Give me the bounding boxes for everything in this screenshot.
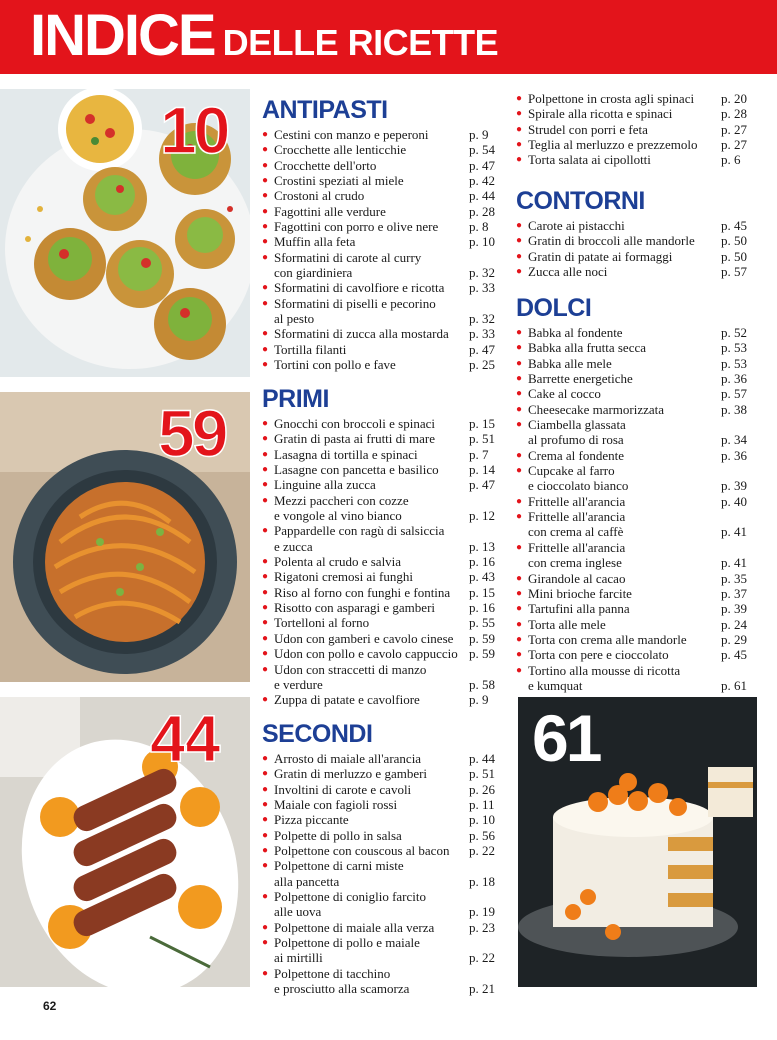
recipe-page: p. 59 [469,630,495,646]
recipe-name-continued: e prosciutto alla scamorza [274,981,410,997]
recipe-name-continued: alle uova [274,904,322,920]
recipe-name: ● Mini brioche farcite [528,585,632,601]
section-title-secondi: SECONDI [262,720,373,748]
recipe-item [516,264,757,279]
recipe-item [516,632,757,647]
header-banner [0,0,777,74]
recipe-item [516,325,757,340]
recipe-name: ● Ciambella glassata [528,417,626,433]
recipe-item [516,371,757,386]
recipe-item [262,523,505,554]
recipe-name: ● Riso al forno con funghi e fontina [274,584,451,600]
title-big: INDICE [30,3,215,68]
recipe-name: ● Polpettone con couscous al bacon [274,843,450,859]
recipe-item [262,158,505,173]
recipe-name: ● Polpettone di pollo e maiale [274,935,420,951]
recipe-name: ● Udon con straccetti di manzo [274,661,427,677]
recipe-name: ● Crema al fondente [528,447,625,463]
recipe-page: p. 53 [721,340,747,356]
recipe-page: p. 34 [721,432,747,448]
recipe-name: ● Udon con gamberi e cavolo cinese [274,630,454,646]
recipe-name: ● Tortelloni al forno [274,615,370,631]
recipe-name: ● Polenta al crudo e salvia [274,554,402,570]
recipe-page: p. 13 [469,538,495,554]
section-antipasti [262,95,505,373]
recipe-page: p. 15 [469,416,495,431]
recipe-item [262,858,505,889]
recipe-page: p. 61 [721,677,747,693]
recipe-name-continued: con crema al caffè [528,524,624,540]
recipe-page: p. 7 [469,446,489,462]
recipe-name: ● Babka al fondente [528,325,623,340]
recipe-page: p. 10 [469,812,495,828]
recipe-name-continued: con crema inglese [528,555,622,571]
recipe-item [262,889,505,920]
recipe-name: ● Pappardelle con ragù di salsiccia [274,523,445,539]
recipe-page: p. 43 [469,569,495,585]
recipe-name: ● Sformatini di piselli e pecorino [274,295,436,311]
recipe-item [516,356,757,371]
recipe-name: ● Linguine alla zucca [274,477,376,493]
recipe-name: ● Tortini con pollo e fave [274,357,396,373]
recipe-list-primi [262,416,505,708]
recipe-item [516,340,757,355]
recipe-name: ● Strudel con porri e feta [528,121,648,137]
recipe-page: p. 57 [721,264,747,280]
recipe-page: p. 39 [721,478,747,494]
recipe-name: ● Frittelle all'arancia [528,539,626,555]
recipe-item [516,417,757,448]
recipe-name: ● Polpettone di carni miste [274,858,404,874]
recipe-page: p. 24 [721,616,747,632]
recipe-name: ● Gratin di pasta ai frutti di mare [274,431,436,447]
recipe-page: p. 33 [469,280,495,296]
recipe-name-continued: al profumo di rosa [528,432,624,448]
recipe-item [516,463,757,494]
recipe-name: ● Risotto con asparagi e gamberi [274,600,436,616]
recipe-page: p. 22 [469,950,495,966]
recipe-name: ● Torta alle mele [528,616,606,632]
recipe-page: p. 57 [721,386,747,402]
title-small: DELLE RICETTE [222,22,499,63]
recipe-list-secondi [262,751,505,997]
recipe-name: ● Spirale alla ricotta e spinaci [528,106,673,122]
recipe-page: p. 32 [469,311,495,327]
recipe-item [262,188,505,203]
recipe-name: ● Zuppa di patate e cavolfiore [274,692,420,708]
photo-antipasti [0,89,250,377]
recipe-name: ● Polpettone di coniglio farcito [274,889,426,905]
recipe-name: ● Crostini speziati al miele [274,173,404,189]
recipe-item [516,218,757,233]
recipe-item [516,586,757,601]
recipe-page: p. 27 [721,121,747,137]
recipe-name: ● Cake al cocco [528,386,601,402]
recipe-page: p. 11 [469,797,495,813]
recipe-page: p. 35 [721,570,747,586]
recipe-name-continued: e cioccolato bianco [528,478,629,494]
recipe-page: p. 45 [721,647,747,663]
recipe-item [262,615,505,630]
recipe-page: p. 15 [469,584,495,600]
recipe-name-continued: ai mirtilli [274,950,323,966]
recipe-item [262,462,505,477]
recipe-page: p. 50 [721,248,747,264]
recipe-page: p. 16 [469,600,495,616]
recipe-name: ● Muffin alla feta [274,234,356,250]
recipe-item [262,554,505,569]
recipe-name: ● Gnocchi con broccoli e spinaci [274,416,435,431]
section-secondi-continued [516,91,757,168]
recipe-name: ● Crocchette alle lenticchie [274,142,407,158]
recipe-page: p. 39 [721,601,747,617]
photo-number: 59 [158,396,226,470]
recipe-page: p. 8 [469,219,489,235]
recipe-page: p. 28 [469,203,495,219]
recipe-item [262,493,505,524]
recipe-item [516,106,757,121]
recipe-page: p. 44 [469,188,495,204]
recipe-item [262,173,505,188]
recipe-page: p. 22 [469,843,495,859]
recipe-item [262,326,505,341]
recipe-item [262,127,505,142]
recipe-item [262,797,505,812]
recipe-name: ● Mezzi paccheri con cozze [274,492,409,508]
section-secondi [262,719,505,997]
recipe-page: p. 51 [469,766,495,782]
recipe-item [262,142,505,157]
recipe-name: ● Crostoni al crudo [274,188,365,204]
recipe-item [262,342,505,357]
recipe-name: ● Pizza piccante [274,812,349,828]
recipe-name: ● Girandole al cacao [528,570,626,586]
recipe-name: ● Gratin di merluzzo e gamberi [274,766,428,782]
recipe-page: p. 51 [469,431,495,447]
recipe-name: ● Polpettone di tacchino [274,965,391,981]
recipe-name: ● Babka alla frutta secca [528,340,647,356]
recipe-name: ● Lasagna di tortilla e spinaci [274,446,418,462]
recipe-page: p. 44 [469,751,495,766]
recipe-name: ● Rigatoni cremosi ai funghi [274,569,414,585]
recipe-item [262,692,505,707]
recipe-page: p. 52 [721,325,747,340]
recipe-name: ● Babka alle mele [528,355,612,371]
recipe-name: ● Involtini di carote e cavoli [274,781,412,797]
recipe-name-continued: e verdure [274,676,323,692]
recipe-page: p. 55 [469,615,495,631]
recipe-page: p. 41 [721,555,747,571]
recipe-item [262,646,505,661]
recipe-page: p. 33 [469,326,495,342]
recipe-name: ● Tartufini alla panna [528,601,630,617]
recipe-name: ● Sformatini di cavolfiore e ricotta [274,280,445,296]
recipe-name: ● Torta salata ai cipollotti [528,152,651,168]
recipe-page: p. 47 [469,477,495,493]
recipe-item [516,448,757,463]
recipe-item [262,280,505,295]
recipe-page: p. 21 [469,981,495,997]
recipe-name-continued: e vongole al vino bianco [274,508,402,524]
recipe-page: p. 9 [469,127,489,142]
recipe-item [516,494,757,509]
recipe-name-continued: con giardiniera [274,265,353,281]
recipe-page: p. 29 [721,631,747,647]
recipe-page: p. 20 [721,91,747,106]
recipe-page: p. 47 [469,157,495,173]
recipe-name: ● Teglia al merluzzo e prezzemolo [528,137,698,153]
recipe-name: ● Cupcake al farro [528,463,615,479]
recipe-item [262,296,505,327]
section-primi [262,384,505,708]
recipe-page: p. 42 [469,173,495,189]
recipe-item [516,122,757,137]
recipe-page: p. 53 [721,355,747,371]
recipe-name: ● Torta con pere e cioccolato [528,647,669,663]
section-title-antipasti: ANTIPASTI [262,96,388,124]
recipe-item [262,569,505,584]
recipe-page: p. 9 [469,692,489,708]
page-number: 62 [43,999,57,1013]
recipe-item [262,600,505,615]
recipe-name: ● Barrette energetiche [528,371,633,387]
recipe-item [516,386,757,401]
recipe-list-contorni [516,218,757,279]
recipe-name: ● Fagottini alle verdure [274,203,386,219]
recipe-item [516,233,757,248]
recipe-page: p. 50 [721,233,747,249]
recipe-page: p. 36 [721,447,747,463]
recipe-name: ● Polpette di pollo in salsa [274,827,402,843]
recipe-item [262,828,505,843]
recipe-name-continued: al pesto [274,311,315,327]
photo-secondi [0,697,250,987]
recipe-page: p. 6 [721,152,741,168]
recipe-name-continued: e kumquat [528,677,583,693]
recipe-item [516,137,757,152]
recipe-name: ● Frittelle all'arancia [528,509,626,525]
recipe-page: p. 12 [469,508,495,524]
recipe-name: ● Tortilla filanti [274,341,347,357]
recipe-name: ● Udon con pollo e cavolo cappuccio [274,646,458,662]
recipe-item [262,357,505,372]
recipe-item [262,843,505,858]
recipe-name: ● Lasagne con pancetta e basilico [274,462,439,478]
recipe-item [262,766,505,781]
recipe-item [262,812,505,827]
recipe-page: p. 47 [469,341,495,357]
recipe-page: p. 18 [469,873,495,889]
section-contorni [516,186,757,279]
recipe-page: p. 23 [469,919,495,935]
recipe-item [516,91,757,106]
recipe-page: p. 38 [721,401,747,417]
recipe-item [262,431,505,446]
recipe-list-dolci [516,325,757,693]
section-title-primi: PRIMI [262,385,329,413]
section-title-dolci: DOLCI [516,294,592,322]
recipe-page: p. 40 [721,493,747,509]
recipe-page: p. 54 [469,142,495,158]
recipe-page: p. 28 [721,106,747,122]
recipe-name: ● Torta con crema alle mandorle [528,631,687,647]
recipe-item [516,509,757,540]
recipe-list-antipasti [262,127,505,373]
recipe-name: ● Sformatini di zucca alla mostarda [274,326,449,342]
photo-primi [0,392,250,682]
recipe-name: ● Crocchette dell'orto [274,157,377,173]
recipe-name: ● Gratin di patate ai formaggi [528,248,673,264]
recipe-item [516,249,757,264]
recipe-page: p. 10 [469,234,495,250]
recipe-item [262,631,505,646]
section-title-contorni: CONTORNI [516,187,645,215]
photo-number: 10 [160,93,228,167]
photo-dolci [518,697,757,987]
recipe-page: p. 25 [469,357,495,373]
recipe-list-secondi-continued [516,91,757,168]
recipe-name-continued: alla pancetta [274,873,340,889]
recipe-item [516,601,757,616]
recipe-name: ● Fagottini con porro e olive nere [274,219,439,235]
photo-number: 44 [150,701,218,775]
recipe-page: p. 58 [469,676,495,692]
recipe-item [262,920,505,935]
recipe-item [516,647,757,662]
recipe-item [516,663,757,694]
recipe-page: p. 26 [469,781,495,797]
recipe-page: p. 19 [469,904,495,920]
photo-number: 61 [532,701,600,775]
recipe-name: ● Maiale con fagioli rossi [274,797,398,813]
recipe-item [262,477,505,492]
recipe-name-continued: e zucca [274,538,313,554]
recipe-item [262,782,505,797]
recipe-page: p. 36 [721,371,747,387]
recipe-item [516,540,757,571]
recipe-page: p. 14 [469,462,495,478]
recipe-page: p. 27 [721,137,747,153]
recipe-page: p. 59 [469,646,495,662]
recipe-page: p. 16 [469,554,495,570]
recipe-item [516,402,757,417]
recipe-name: ● Zucca alle noci [528,264,608,280]
recipe-page: p. 56 [469,827,495,843]
recipe-item [262,935,505,966]
recipe-name: ● Tortino alla mousse di ricotta [528,662,681,678]
recipe-item [262,751,505,766]
recipe-item [262,250,505,281]
page-title [30,2,498,69]
recipe-name: ● Polpettone di maiale alla verza [274,919,435,935]
recipe-name: ● Polpettone in crosta agli spinaci [528,91,695,106]
recipe-name: ● Cheesecake marmorizzata [528,401,665,417]
recipe-page: p. 41 [721,524,747,540]
recipe-item [262,966,505,997]
recipe-item [262,585,505,600]
recipe-name: ● Sformatini di carote al curry [274,249,422,265]
recipe-name: ● Gratin di broccoli alle mandorle [528,233,695,249]
recipe-page: p. 45 [721,218,747,233]
recipe-page: p. 32 [469,265,495,281]
recipe-name: ● Frittelle all'arancia [528,493,626,509]
recipe-page: p. 37 [721,585,747,601]
recipe-item [516,617,757,632]
recipe-item [262,234,505,249]
recipe-item [516,152,757,167]
recipe-item [516,571,757,586]
recipe-name: ● Cestini con manzo e peperoni [274,127,429,142]
recipe-item [262,204,505,219]
recipe-name: ● Arrosto di maiale all'arancia [274,751,422,766]
recipe-name: ● Carote ai pistacchi [528,218,625,233]
recipe-item [262,662,505,693]
section-dolci [516,293,757,693]
recipe-item [262,219,505,234]
recipe-item [262,416,505,431]
recipe-item [262,447,505,462]
